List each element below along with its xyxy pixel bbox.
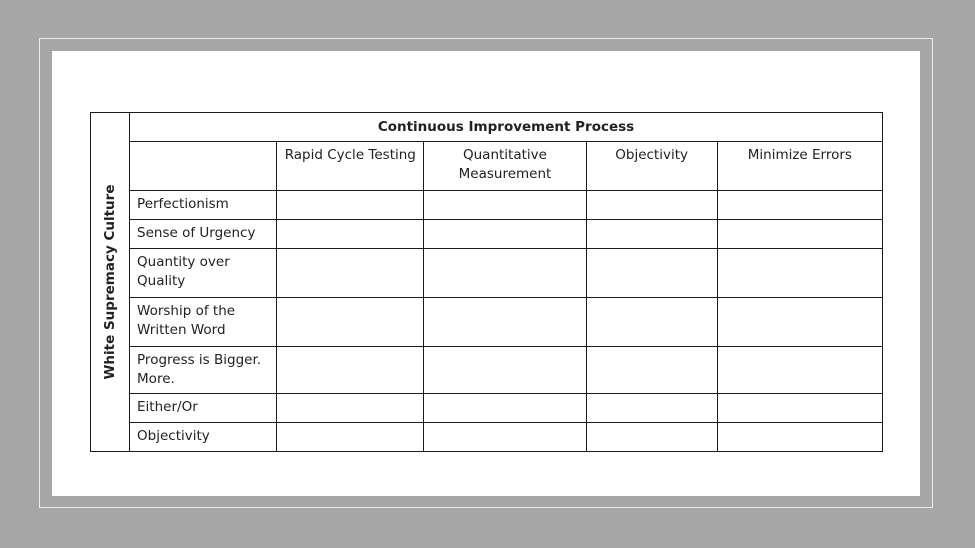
row-label: Objectivity xyxy=(130,423,277,452)
column-header: Minimize Errors xyxy=(717,142,882,191)
table-cell xyxy=(717,394,882,423)
row-label-text: Worship of the Written Word xyxy=(137,303,236,338)
table-cell xyxy=(586,394,717,423)
row-label: Sense of Urgency xyxy=(130,220,277,249)
table-cell xyxy=(424,347,586,394)
table-cell xyxy=(717,347,882,394)
matrix-table xyxy=(90,112,883,452)
table-cell xyxy=(277,191,424,220)
row-label-text: Quantity over Quality xyxy=(137,254,230,289)
table-cell xyxy=(586,347,717,394)
table-cell xyxy=(586,298,717,347)
table-row xyxy=(91,249,883,298)
table-cell xyxy=(277,394,424,423)
table-cell xyxy=(717,220,882,249)
corner-cell xyxy=(130,142,277,191)
table-cell xyxy=(424,220,586,249)
table-row xyxy=(91,220,883,249)
row-label xyxy=(130,298,277,347)
row-label: Either/Or xyxy=(130,394,277,423)
table-cell xyxy=(424,423,586,452)
table-cell xyxy=(424,249,586,298)
table-cell xyxy=(586,249,717,298)
column-header: Rapid Cycle Testing xyxy=(277,142,424,191)
table-cell xyxy=(586,423,717,452)
row-label-text: Progress is Bigger. More. xyxy=(137,352,262,387)
table-cell xyxy=(586,220,717,249)
side-label-cell xyxy=(91,113,130,452)
table-cell xyxy=(424,298,586,347)
row-label xyxy=(130,347,277,394)
table-cell xyxy=(717,191,882,220)
table-cell xyxy=(717,423,882,452)
table-row xyxy=(91,347,883,394)
table-cell xyxy=(717,298,882,347)
row-label: Perfectionism xyxy=(130,191,277,220)
table-row xyxy=(91,423,883,452)
side-label: White Supremacy Culture xyxy=(102,184,119,380)
table-cell xyxy=(277,220,424,249)
slide-canvas xyxy=(52,51,920,496)
table-cell xyxy=(586,191,717,220)
row-label xyxy=(130,249,277,298)
table-cell xyxy=(424,191,586,220)
column-header xyxy=(424,142,586,191)
table-cell xyxy=(424,394,586,423)
table-cell xyxy=(277,347,424,394)
column-header: Objectivity xyxy=(586,142,717,191)
table-row xyxy=(91,191,883,220)
table-cell xyxy=(717,249,882,298)
column-header-text: Quantitative Measurement xyxy=(458,147,552,182)
table-row xyxy=(91,394,883,423)
table-cell xyxy=(277,249,424,298)
header-row xyxy=(91,142,883,191)
table-title: Continuous Improvement Process xyxy=(130,113,883,142)
table-cell xyxy=(277,423,424,452)
table-row xyxy=(91,298,883,347)
table-cell xyxy=(277,298,424,347)
